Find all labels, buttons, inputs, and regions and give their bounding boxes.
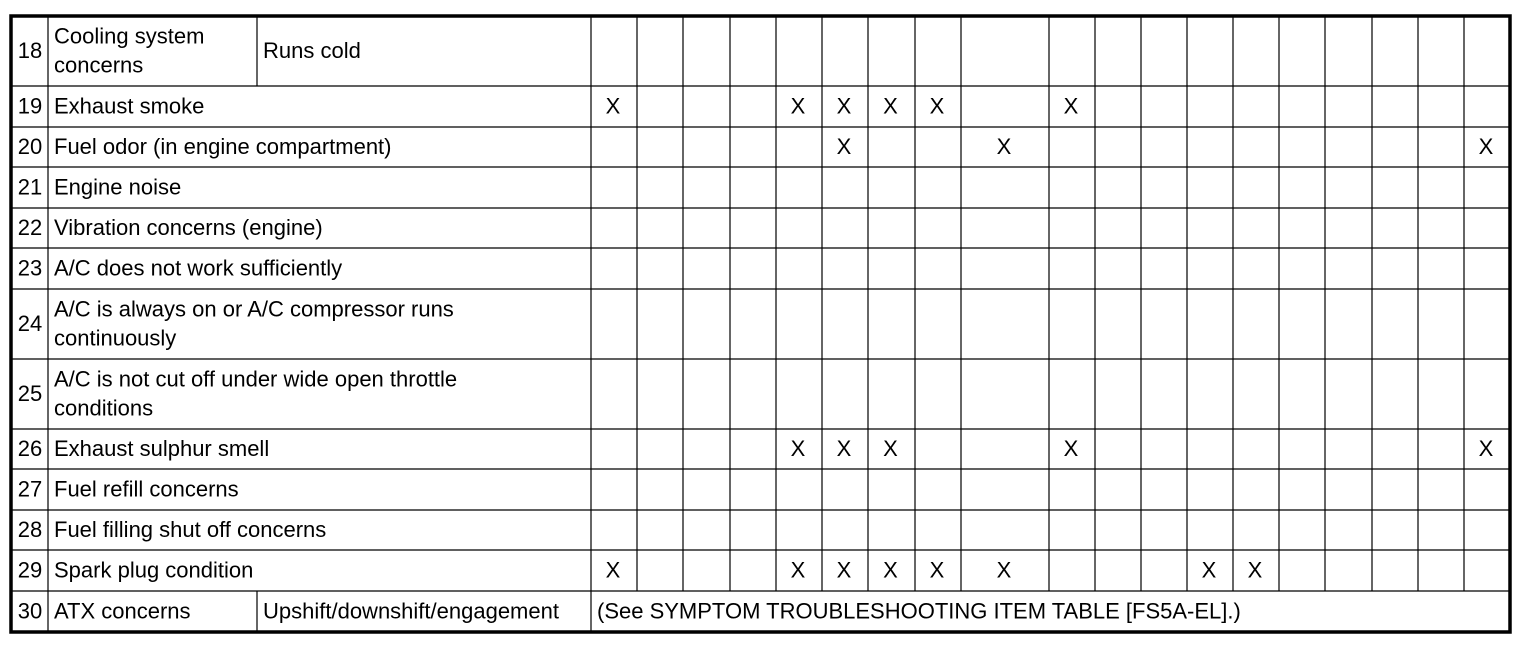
check-mark: X	[790, 557, 806, 583]
check-mark: X	[605, 93, 621, 119]
symptom-label-line: conditions	[54, 395, 154, 421]
row-number: 23	[17, 255, 43, 281]
row-number: 21	[17, 174, 43, 200]
check-mark: X	[1478, 435, 1494, 461]
symptom-detail: Runs cold	[263, 37, 361, 63]
symptom-detail: Upshift/downshift/engagement	[263, 598, 559, 624]
symptom-label: Fuel odor (in engine compartment)	[54, 133, 392, 159]
symptom-label: Exhaust sulphur smell	[54, 435, 270, 461]
symptom-label: Exhaust smoke	[54, 93, 205, 119]
row-number: 28	[17, 516, 43, 542]
row-number: 18	[17, 37, 43, 63]
check-mark: X	[836, 435, 852, 461]
check-mark: X	[836, 133, 852, 159]
row-number: 20	[17, 133, 43, 159]
symptom-label: A/C does not work sufficiently	[54, 255, 343, 281]
check-mark: X	[883, 557, 898, 583]
row-number: 29	[17, 557, 43, 583]
row-number: 24	[17, 310, 43, 336]
check-mark: X	[1063, 93, 1079, 119]
check-mark: X	[1063, 435, 1079, 461]
check-mark: X	[1247, 557, 1263, 583]
symptom-label-line: concerns	[54, 52, 144, 78]
check-mark: X	[996, 557, 1012, 583]
row-number: 30	[17, 598, 43, 624]
row-number: 19	[17, 93, 43, 119]
check-mark: X	[1478, 133, 1494, 159]
row-number: 25	[17, 380, 43, 406]
symptom-label: Fuel filling shut off concerns	[54, 516, 327, 542]
check-mark: X	[790, 93, 806, 119]
check-mark: X	[836, 93, 852, 119]
row-number: 27	[17, 476, 43, 502]
check-mark: X	[929, 557, 945, 583]
row-number: 22	[17, 214, 43, 240]
see-reference-note: (See SYMPTOM TROUBLESHOOTING ITEM TABLE [FS5A-EL].)	[597, 598, 1241, 624]
check-mark: X	[605, 557, 621, 583]
check-mark: X	[929, 93, 945, 119]
check-mark: X	[883, 435, 898, 461]
symptom-label-line: Cooling system	[54, 23, 205, 49]
check-mark: X	[790, 435, 806, 461]
symptom-label-line: A/C is not cut off under wide open throttle	[54, 366, 458, 392]
symptom-label: Spark plug condition	[54, 557, 254, 583]
symptom-label: Engine noise	[54, 174, 182, 200]
symptom-label: ATX concerns	[54, 598, 191, 624]
check-mark: X	[996, 133, 1012, 159]
check-mark: X	[836, 557, 852, 583]
row-number: 26	[17, 435, 43, 461]
symptom-label-line: continuously	[54, 325, 177, 351]
symptom-label: Fuel refill concerns	[54, 476, 239, 502]
check-mark: X	[883, 93, 898, 119]
symptom-label-line: A/C is always on or A/C compressor runs	[54, 296, 454, 322]
check-mark: X	[1201, 557, 1217, 583]
symptom-label: Vibration concerns (engine)	[54, 214, 323, 240]
